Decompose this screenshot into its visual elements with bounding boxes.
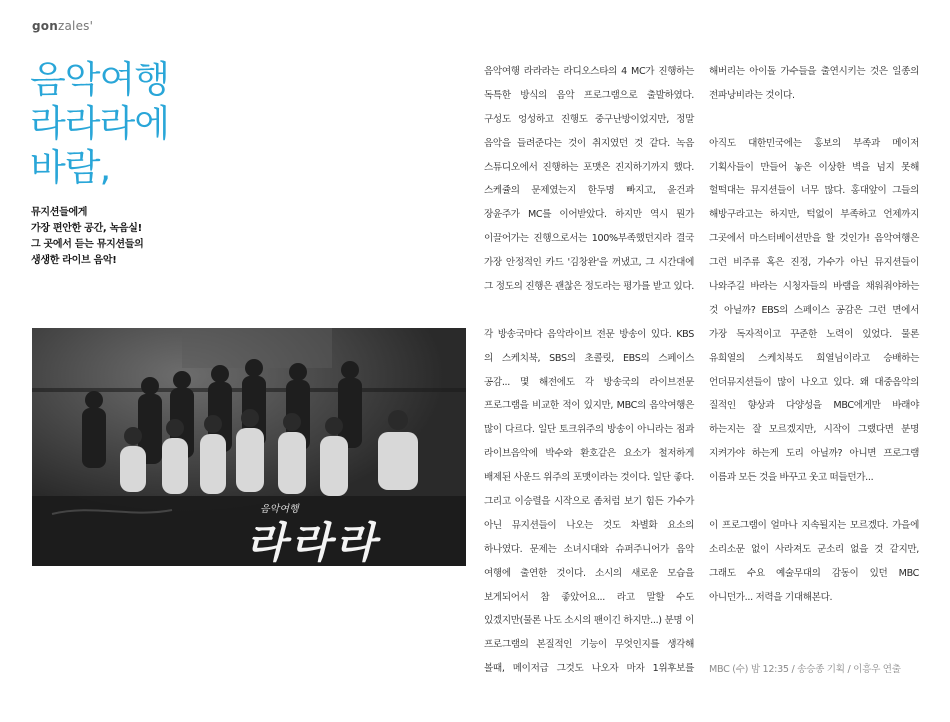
text-line: 그런 비주류 혹은 진정, 가수가 아닌 뮤지션들이 <box>709 257 919 269</box>
text-line: 하는지는 잘 모르겠지만, 시작이 그랬다면 분명 <box>709 424 919 436</box>
show-photo <box>32 328 466 566</box>
lead-line: 가장 편안한 공간, 녹음실! <box>31 223 142 234</box>
text-line: 가장 안정적인 카드 '김창완'을 꺼냈고, 그 시간대에 <box>484 257 694 269</box>
lead-paragraph <box>31 205 144 269</box>
text-line: 프로그램을 비교한 적이 있지만, MBC의 음악여행은 <box>484 400 694 412</box>
text-line: 그곳에서 마스터베이션만을 할 것인가! 음악여행은 <box>709 233 919 245</box>
brand-rest: zales' <box>57 19 94 33</box>
text-line: 프로그램의 본질적인 기능이 무엇인지를 생각해 <box>484 639 694 651</box>
text-line: 볼때, 메이저급 그것도 나오자 마자 1위후보를 <box>484 663 694 675</box>
text-line: 지켜가야 하는게 도리 아닐까? 아니면 프로그램 <box>709 448 919 460</box>
lead-line: 뮤지션들에게 <box>31 207 88 218</box>
text-line: 하나였다. 문제는 소녀시대와 슈퍼주니어가 음악 <box>484 543 694 555</box>
title-line: 음악여행 <box>30 58 169 101</box>
text-line: 여행에 출연한 것이다. 소시의 새로운 모습을 <box>484 567 694 579</box>
column-1 <box>484 63 694 684</box>
title-line: 라라라에 <box>30 102 169 145</box>
text-line: 가장 독자적이고 꾸준한 노력이 있었다. 물론 <box>709 328 919 340</box>
brand-bold: gon <box>32 19 58 33</box>
column-2 <box>709 63 919 612</box>
text-line: 스케쥴의 문제였는지 한두명 빠지고, 윤건과 <box>484 185 694 197</box>
text-line: 아직도 대한민국에는 홍보의 부족과 메이저 <box>709 137 919 149</box>
text-line: 음악여행 라라라는 라디오스타의 4 MC가 진행하는 <box>484 66 694 77</box>
text-line: 것 아닐까? EBS의 스페이스 공감은 그런 면에서 <box>709 304 919 316</box>
brand-logo <box>32 19 93 33</box>
text-line: 이 프로그램이 얼마나 지속될지는 모르겠다. 가을에 <box>709 519 919 531</box>
text-line: 아닌 뮤지션들이 나오는 것도 차별화 요소의 <box>484 519 694 531</box>
lead-line: 그 곳에서 듣는 뮤지션들의 <box>31 239 144 250</box>
text-line: 나와주길 바라는 시청자들의 바램을 채워줘야하는 <box>709 281 919 293</box>
title-line: 바람, <box>30 146 111 189</box>
text-line: 그래도 수요 예술무대의 감동이 있던 MBC <box>709 567 919 579</box>
logo-title: 라라라 <box>246 518 380 566</box>
text-line: 장윤주가 MC를 이어받았다. 하지만 역시 뭔가 <box>484 209 694 221</box>
text-line: 언더뮤지션들이 많이 나오고 있다. 왜 대중음악의 <box>709 376 919 388</box>
program-credit: MBC (수) 밤 12:35 / 송승종 기획 / 이흥우 연출 <box>709 664 901 675</box>
text-line: 아니던가... 저력을 기대해본다. <box>709 591 833 603</box>
article-title <box>30 58 169 190</box>
text-line: 기획사들이 만들어 놓은 이상한 벽을 넘지 못해 <box>709 161 919 173</box>
text-line: 유희열의 스케치북도 희열님이라고 승배하는 <box>709 352 919 364</box>
text-line: 보게되어서 참 좋았어요... 라고 말할 수도 <box>484 591 694 603</box>
text-line: 이름과 모든 것을 바꾸고 웃고 떠들던가... <box>709 472 874 484</box>
text-line: 배제된 사운드 위주의 포맷이라는 것이다. 일단 좋다. <box>484 472 694 484</box>
text-line: 이끌어가는 진행으로서는 100%부족했던지라 결국 <box>484 233 694 245</box>
text-line: 구성도 엉성하고 진행도 중구난방이었지만, 정말 <box>484 113 694 125</box>
text-line: 그리고 이승렬을 시작으로 좀처럼 보기 힘든 가수가 <box>484 496 694 508</box>
text-line: 스튜디오에서 진행하는 포맷은 진지하기까지 했다. <box>484 161 694 173</box>
text-line: 헐떡대는 뮤지션들이 너무 많다. 홍대앞이 그들의 <box>709 185 919 197</box>
text-line: 해버리는 아이돌 가수들을 출연시키는 것은 일종의 <box>709 66 919 77</box>
text-line: 독특한 방식의 음악 프로그램으로 출발하였다. <box>484 89 694 101</box>
text-line: 의 스케치북, SBS의 초콜릿, EBS의 스페이스 <box>484 352 694 364</box>
text-line: 해방구라고는 하지만, 턱없이 부족하고 언제까지 <box>709 209 919 221</box>
text-line: 있겠지만(물론 나도 소시의 팬이긴 하지만...) 분명 이 <box>484 615 694 627</box>
text-line: 음악을 들려준다는 것이 취지였던 것 같다. 녹음 <box>484 137 694 149</box>
text-line: 각 방송국마다 음악라이브 전문 방송이 있다. KBS <box>484 328 694 340</box>
text-line: 전파낭비라는 것이다. <box>709 89 795 101</box>
logo-subtitle: 음악여행 <box>260 504 299 515</box>
lead-line: 생생한 라이브 음악! <box>31 255 117 266</box>
text-line: 많이 다르다. 일단 토크위주의 방송이 아니라는 점과 <box>484 424 694 436</box>
text-line: 공감... 몇 해전에도 각 방송국의 라이브전문 <box>484 376 694 388</box>
text-line: 질적인 향상과 다양성을 MBC에게만 바래야 <box>709 400 919 412</box>
text-line: 그 정도의 진행은 괜찮은 정도라는 평가를 받고 있다. <box>484 281 694 293</box>
text-line: 라이브음악에 박수와 환호같은 요소가 철저하게 <box>484 448 694 460</box>
text-line: 소리소문 없이 사라져도 군소리 없을 것 같지만, <box>709 543 919 555</box>
